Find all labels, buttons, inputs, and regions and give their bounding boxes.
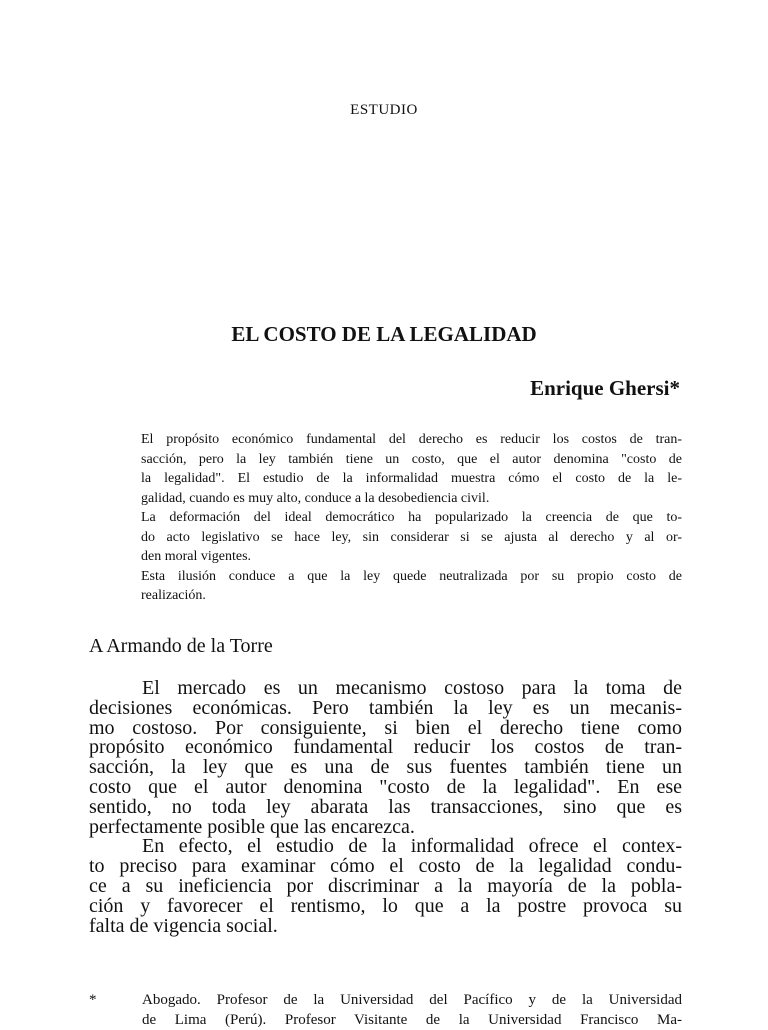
section-label: ESTUDIO [350, 102, 418, 118]
body-line: to preciso para examinar cómo el costo de la legalidad condu- [89, 855, 682, 878]
abstract-line: do acto legislativo se hace ley, sin considerar si se ajusta al derecho y al or- [141, 529, 682, 545]
body-line: propósito económico fundamental reducir los costos de tran- [89, 736, 682, 759]
article-author: Enrique Ghersi* [530, 376, 680, 400]
article-title: EL COSTO DE LA LEGALIDAD [231, 322, 537, 346]
body-line: decisiones económicas. Pero también la ley es un mecanis- [89, 696, 682, 719]
body-line: El mercado es un mecanismo costoso para la toma de [142, 677, 682, 699]
body-line: sacción, la ley que es una de sus fuentes también tiene un [89, 756, 682, 779]
body-line: falta de vigencia social. [89, 914, 278, 937]
dedication: A Armando de la Torre [89, 635, 273, 657]
body-line: ce a su ineficiencia por discriminar a la mayoría de la pobla- [89, 874, 682, 897]
abstract-line: La deformación del ideal democrático ha popularizado la creencia de que to- [141, 510, 682, 525]
body-line: sentido, no toda ley abarata las transacciones, sino que es [89, 795, 682, 818]
body-line: En efecto, el estudio de la informalidad ofrece el contex- [142, 835, 682, 858]
abstract-line: El propósito económico fundamental del derecho es reducir los costos de tran- [141, 432, 682, 447]
abstract-line: galidad, cuando es muy alto, conduce a la desobediencia civil. [141, 490, 490, 506]
body-line: perfectamente posible que las encarezca. [89, 815, 415, 838]
abstract-line: Esta ilusión conduce a que la ley quede neutralizada por su propio costo de [141, 568, 682, 584]
body-line: ción y favorecer el rentismo, lo que a la postre provoca su [89, 894, 682, 917]
footnote-text [142, 990, 682, 1030]
body-line: mo costoso. Por consiguiente, si bien el derecho tiene como [89, 716, 682, 739]
abstract-line: den moral vigentes. [141, 549, 252, 564]
abstract-line: realización. [141, 588, 206, 603]
abstract-line: la legalidad". El estudio de la informalidad muestra cómo el costo de la le- [141, 471, 682, 486]
footnote-marker: * [89, 992, 97, 1008]
footnote-line: Abogado. Profesor de la Universidad del Pacífico y de la Universidad [142, 992, 682, 1008]
body-line: costo que el autor denomina "costo de la legalidad". En ese [89, 775, 682, 798]
footnote-line: de Lima (Perú). Profesor Visitante de la Universidad Francisco Ma- [142, 1012, 682, 1028]
abstract [141, 430, 682, 606]
abstract-line: sacción, pero la ley también tiene un costo, que el autor denomina "costo de [141, 451, 682, 467]
body-text [89, 679, 682, 936]
